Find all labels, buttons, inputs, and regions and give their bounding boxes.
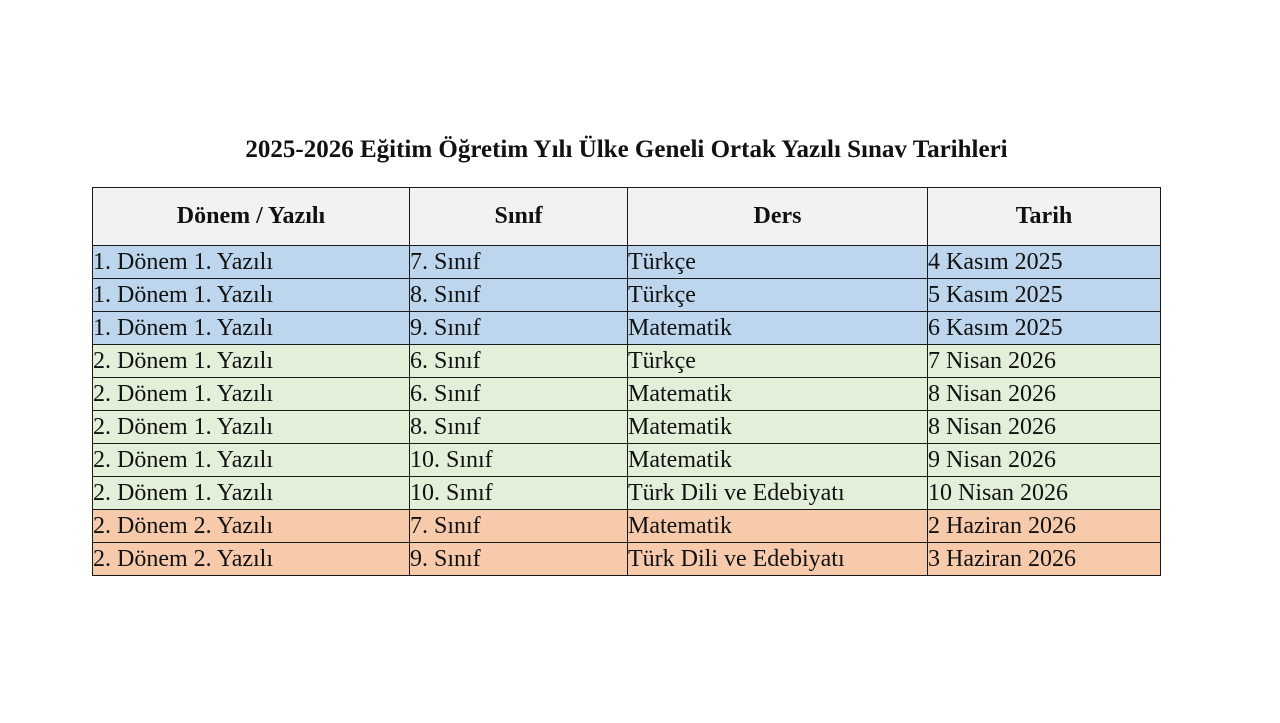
header-date: Tarih [928,188,1161,246]
cell-class: 6. Sınıf [410,345,628,378]
cell-period: 2. Dönem 1. Yazılı [93,444,410,477]
cell-period: 1. Dönem 1. Yazılı [93,279,410,312]
cell-class: 9. Sınıf [410,543,628,576]
cell-date: 9 Nisan 2026 [928,444,1161,477]
table-row [93,246,1161,279]
header-class: Sınıf [410,188,628,246]
cell-period: 2. Dönem 1. Yazılı [93,411,410,444]
cell-course: Matematik [628,378,928,411]
cell-period: 2. Dönem 2. Yazılı [93,543,410,576]
table-row [93,444,1161,477]
cell-class: 7. Sınıf [410,510,628,543]
table-row [93,510,1161,543]
table-row [93,411,1161,444]
cell-course: Türkçe [628,246,928,279]
cell-course: Türk Dili ve Edebiyatı [628,477,928,510]
cell-date: 10 Nisan 2026 [928,477,1161,510]
cell-date: 7 Nisan 2026 [928,345,1161,378]
cell-class: 10. Sınıf [410,477,628,510]
cell-period: 1. Dönem 1. Yazılı [93,246,410,279]
cell-class: 9. Sınıf [410,312,628,345]
exam-schedule-table [92,187,1161,576]
cell-class: 8. Sınıf [410,279,628,312]
table-row [93,279,1161,312]
header-period: Dönem / Yazılı [93,188,410,246]
table-row [93,477,1161,510]
cell-course: Matematik [628,444,928,477]
cell-course: Türkçe [628,279,928,312]
table-row [93,378,1161,411]
cell-class: 8. Sınıf [410,411,628,444]
cell-class: 10. Sınıf [410,444,628,477]
header-course: Ders [628,188,928,246]
cell-period: 1. Dönem 1. Yazılı [93,312,410,345]
cell-period: 2. Dönem 1. Yazılı [93,477,410,510]
cell-course: Matematik [628,411,928,444]
cell-course: Türkçe [628,345,928,378]
table-row [93,312,1161,345]
cell-date: 8 Nisan 2026 [928,411,1161,444]
cell-date: 5 Kasım 2025 [928,279,1161,312]
cell-date: 6 Kasım 2025 [928,312,1161,345]
table-row [93,345,1161,378]
cell-period: 2. Dönem 1. Yazılı [93,378,410,411]
cell-date: 8 Nisan 2026 [928,378,1161,411]
table-row [93,543,1161,576]
page-title: 2025-2026 Eğitim Öğretim Yılı Ülke Geneli Ortak Yazılı Sınav Tarihleri [245,136,1008,163]
cell-course: Matematik [628,312,928,345]
cell-date: 4 Kasım 2025 [928,246,1161,279]
cell-class: 6. Sınıf [410,378,628,411]
cell-period: 2. Dönem 1. Yazılı [93,345,410,378]
cell-period: 2. Dönem 2. Yazılı [93,510,410,543]
table-header-row [93,188,1161,246]
cell-date: 3 Haziran 2026 [928,543,1161,576]
cell-date: 2 Haziran 2026 [928,510,1161,543]
cell-course: Matematik [628,510,928,543]
cell-class: 7. Sınıf [410,246,628,279]
cell-course: Türk Dili ve Edebiyatı [628,543,928,576]
